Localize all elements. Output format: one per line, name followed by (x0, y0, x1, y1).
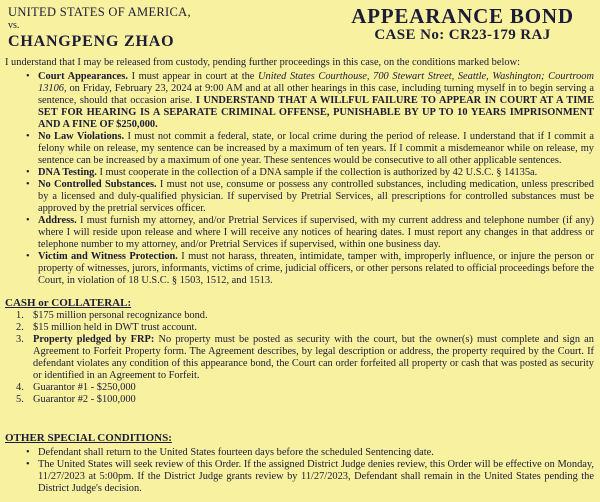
bullet-marker: • (26, 447, 30, 458)
collateral-item-recognizance-bond (5, 310, 594, 322)
other-special-conditions-heading: OTHER SPECIAL CONDITIONS: (5, 432, 172, 444)
condition-text: Court Appearances. I must appear in court at the United States Courthouse, 700 Stewart Street, Seattle, Washington; Courtroom 13106, on Friday, February 23, 2024 at 9:00 AM and at all other hearings in this case, including turning myself in to begin serving a sentence, should that occasion arise. I UNDERSTAND THAT A WILLFUL FAILURE TO APPEAR IN COURT AT A TIME SET FOR HEARING IS A SEPARATE CRIMINAL OFFENSE, PUNISHABLE BY UP TO 10 YEARS IMPRISONMENT AND A FINE OF $250,000. (38, 71, 594, 130)
conditions-list (5, 71, 594, 287)
bullet-marker: • (26, 459, 30, 470)
case-number: CASE No: CR23-179 RAJ (374, 27, 551, 44)
special-conditions-list (5, 447, 594, 495)
item-number: 5. (16, 394, 24, 405)
condition-text: No Law Violations. I must not commit a federal, state, or local crime during the period of release. I understand that if I commit a felony while on release, my sentence can be increased by a maximum of ten years. If I commit a misdemeanor while on release, my sentence can be increased by a maximum of one year. These sentences would be consecutive to all other applicable sentences. (38, 131, 594, 166)
vs-label: vs. (8, 20, 20, 32)
bullet-marker: • (26, 167, 30, 178)
bullet-marker: • (26, 179, 30, 190)
collateral-item-trust-account (5, 322, 594, 334)
cash-collateral-heading: CASH or COLLATERAL: (5, 297, 132, 309)
intro-paragraph: I understand that I may be released from custody, pending further proceedings in this case, on the conditions marked below: (5, 57, 520, 68)
collateral-text: Guarantor #1 - $250,000 (33, 382, 136, 393)
condition-text: No Controlled Substances. I must not use, consume or possess any controlled substances, including medication, unless prescribed by a licensed and duly-qualified physician. If supervised by Pretrial Services, all prescriptions for controlled substances must be approved by the pretrial services officer. (38, 179, 594, 214)
collateral-text: Guarantor #2 - $100,000 (33, 394, 136, 405)
condition-item-no-controlled-substances (5, 179, 594, 215)
special-condition-item-return (5, 447, 594, 459)
item-number: 3. (16, 334, 24, 345)
item-number: 1. (16, 310, 24, 321)
collateral-text: Property pledged by FRP: No property must be posted as security with the court, but the owner(s) must complete and sign an Agreement to Forfeit Property form. The Agreement describes, by legal description or address, the property required by the Court. If defendant violates any condition of this appearance bond, the Court can order forfeited all property or cash that was posted as security or identified in an Agreement to Forfeit. (33, 334, 594, 381)
plaintiff-name: UNITED STATES OF AMERICA, (8, 5, 191, 19)
condition-text: Address. I must furnish my attorney, and/or Pretrial Services if supervised, with my current address and telephone number (if any) where I will reside upon release and where I will receive any notices of hearing dates. I must report any changes in that address or telephone number to my attorney, and/or Pretrial Services if supervised, within one business day. (38, 215, 594, 250)
collateral-text: $15 million held in DWT trust account. (33, 322, 198, 333)
item-number: 4. (16, 382, 24, 393)
condition-item-dna-testing (5, 167, 594, 179)
condition-item-court-appearances (5, 71, 594, 131)
special-condition-text: Defendant shall return to the United States fourteen days before the scheduled Sentencing date. (38, 447, 434, 458)
title-block (340, 5, 585, 44)
collateral-item-property-pledged (5, 334, 594, 382)
special-condition-item-review (5, 459, 594, 495)
collateral-list (5, 310, 594, 406)
defendant-name: CHANGPENG ZHAO (8, 32, 175, 50)
condition-text: DNA Testing. I must cooperate in the collection of a DNA sample if the collection is authorized by 42 U.S.C. § 14135a. (38, 167, 538, 178)
collateral-item-guarantor-1 (5, 382, 594, 394)
special-condition-text: The United States will seek review of this Order. If the assigned District Judge denies review, this Order will be effective on Monday, 11/27/2023 at 5:00pm. If the District Judge grants review by 11/27/2023, Defendant shall remain in the United States pending the District Judge's decision. (38, 459, 594, 494)
document-title: APPEARANCE BOND (351, 4, 574, 28)
document-header (5, 0, 594, 50)
condition-item-no-law-violations (5, 131, 594, 167)
item-number: 2. (16, 322, 24, 333)
collateral-text: $175 million personal recognizance bond. (33, 310, 208, 321)
condition-item-victim-witness-protection (5, 251, 594, 287)
condition-item-address (5, 215, 594, 251)
case-caption (8, 6, 191, 50)
bullet-marker: • (26, 251, 30, 262)
bullet-marker: • (26, 71, 30, 82)
collateral-item-guarantor-2 (5, 394, 594, 406)
condition-text: Victim and Witness Protection. I must not harass, threaten, intimidate, tamper with, improperly influence, or injure the person or property of witnesses, jurors, informants, victims of crime, judicial officers, or other persons related to official proceedings before the Court, in violation of 18 U.S.C. § 1503, 1512, and 1513. (38, 251, 594, 286)
bullet-marker: • (26, 215, 30, 226)
bullet-marker: • (26, 131, 30, 142)
